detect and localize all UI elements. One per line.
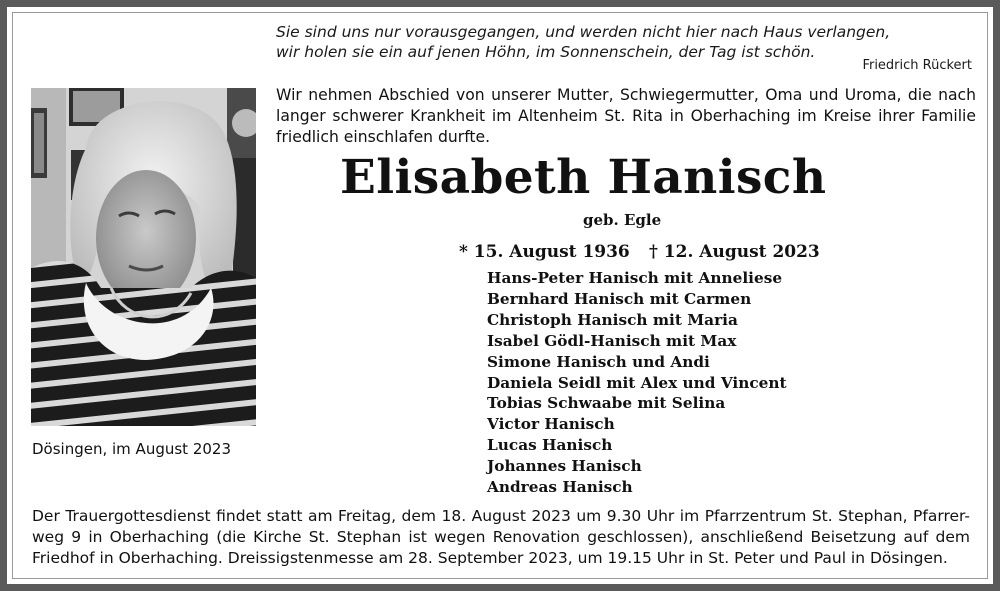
intro-text: Wir nehmen Abschied von unserer Mutter, Schwiegermutter, Oma und Uroma, die nach langer schwerer Krankheit im Altenheim St. Rita in Oberhaching im Kreise ihrer Familie friedlich einschlafen durfte. (276, 86, 976, 146)
service-info: Der Trauergottesdienst findet statt am Freitag, dem 18. August 2023 um 9.30 Uhr im Pfarrzentrum St. Stephan, Pfarrer-weg 9 in Oberhaching (die Kirche St. Stephan ist wegen Renovation geschlossen), anschließend Beisetzung auf dem Friedhof in Oberhaching. Dreissigstenmesse am 28. September 2023, um 19.15 Uhr in St. Peter und Paul in Dösingen. (32, 507, 970, 567)
maiden-name: geb. Egle (583, 211, 662, 229)
death-date: † 12. August 2023 (649, 242, 820, 262)
mourner-item: Tobias Schwaabe mit Selina (487, 394, 726, 413)
mourners-list (487, 268, 787, 498)
quote-line-2: wir holen sie ein auf jenen Höhn, im Sonnenschein, der Tag ist schön. (276, 43, 816, 61)
mourner-item: Simone Hanisch und Andi (487, 352, 710, 371)
place-date: Dösingen, im August 2023 (32, 440, 231, 458)
mourner-item: Andreas Hanisch (487, 478, 633, 497)
mourner-item: Hans-Peter Hanisch mit Anneliese (487, 269, 783, 287)
mourner-item: Johannes Hanisch (487, 457, 642, 476)
deceased-name: Elisabeth Hanisch (340, 150, 827, 205)
portrait-photo (31, 88, 256, 426)
birth-date: * 15. August 1936 (459, 242, 630, 262)
quote-author: Friedrich Rückert (862, 58, 972, 73)
mourner-item: Isabel Gödl-Hanisch mit Max (487, 331, 737, 350)
mourner-item: Christoph Hanisch mit Maria (487, 310, 738, 329)
quote-line-1: Sie sind uns nur vorausgegangen, und werden nicht hier nach Haus verlangen, (276, 23, 891, 41)
mourner-item: Lucas Hanisch (487, 436, 613, 455)
mourner-item: Daniela Seidl mit Alex und Vincent (487, 373, 787, 392)
poem-quote (276, 22, 956, 62)
mourner-item: Bernhard Hanisch mit Carmen (487, 289, 752, 308)
mourner-item: Victor Hanisch (487, 415, 615, 434)
